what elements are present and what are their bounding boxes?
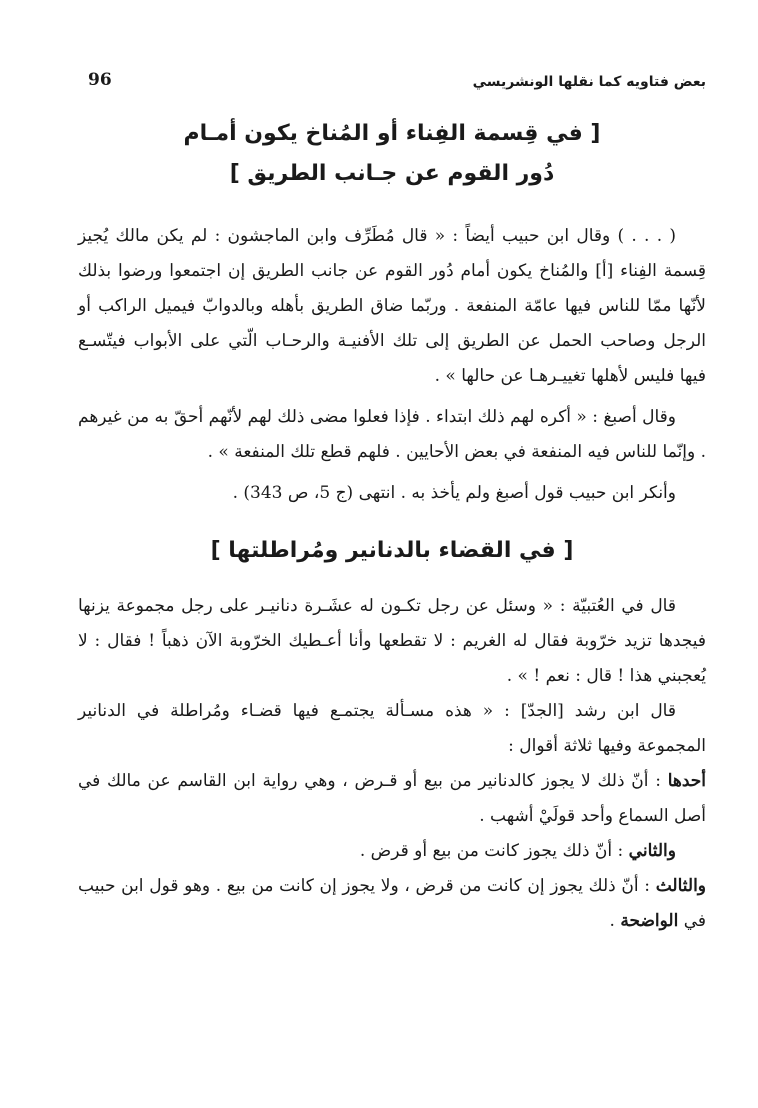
paragraph: [78, 834, 706, 869]
running-title: بعض فتاويه كما نقلها الونشريسي: [472, 74, 706, 90]
section-heading-line-1: [ في قِسمة الفِناء أو المُناخ يكون أمـام: [183, 121, 601, 146]
paragraph: [78, 869, 706, 939]
page-number: 96: [88, 70, 112, 90]
section-dananir-body: [78, 589, 706, 939]
section-fina-body: [78, 219, 706, 511]
paragraph: ( . . . ) وقال ابن حبيب أيضاً : « قال مُطَرِّف وابن الماجشون : لم يكن مالك يُجيز قِسمة الفِناء [أ] والمُناخ يكون أمام دُور القوم عن جانب الطريق إن اجتمعوا ورضوا بذلك لأنّها ممّا للناس فيها عامّة المنفعة . وربّما ضاق الطريق بأهله وبالدوابّ فيميل الراكب أو الرجل وصاحب الحمل عن الطريق إلى تلك الأفنيـة والرحـاب الّتي على الأبواب فيتّسـع فيها فليس لأهلها تغييـرهـا عن حالها » .: [78, 226, 706, 386]
section-heading-line-2: دُور القوم عن جـانب الطريق ]: [229, 161, 555, 186]
paragraph-text: : أنّ ذلك يجوز كانت من بيع أو قرض .: [359, 841, 629, 861]
book-title: الواضحة: [620, 911, 679, 931]
paragraph-lead: والثالث: [655, 876, 706, 896]
running-header: [78, 68, 706, 94]
paragraph-lead: والثاني: [628, 841, 676, 861]
paragraph: قال في العُتبيّة : « وسئل عن رجل تكـون له عشَـرة دنانيـر على رجل مجموعة يزنها فيجدها تزيد خرّوبة فقال له الغريم : لا تقطعها وأنا أعـطيك الخرّوبة الآن ذهباً ! فقال : لا يُعجبني هذا ! قال : نعم ! » .: [78, 596, 706, 686]
paragraph-text: .: [609, 911, 621, 931]
paragraph: [78, 764, 706, 834]
section-heading-fina: [78, 114, 706, 194]
paragraph-lead: أحدها: [667, 771, 706, 791]
section-heading-dananir: [ في القضاء بالدنانير ومُراطلتها ]: [210, 538, 574, 563]
paragraph: وقال أصبغ : « أكره لهم ذلك ابتداء . فإذا فعلوا مضى ذلك لهم لأنّهم أحقّ به من غيرهم . وإنّما للناس فيه المنفعة في بعض الأحايين . فلهم قطع تلك المنفعة » .: [78, 407, 706, 462]
paragraph: وأنكر ابن حبيب قول أصبغ ولم يأخذ به . انتهى (ج 5، ص 343) .: [232, 483, 676, 503]
paragraph-text: : أنّ ذلك يجوز إن كانت من قرض ، ولا يجوز إن كانت من بيع . وهو قول ابن حبيب في: [78, 876, 706, 931]
paragraph: قال ابن رشد [الجدّ] : « هذه مسـألة يجتمـع فيها قضـاء ومُراطلة في الدنانير المجموعة وفيها ثلاثة أقوال :: [78, 701, 706, 756]
paragraph-text: : أنّ ذلك لا يجوز كالدنانير من بيع أو قـرض ، وهي رواية ابن القاسم عن مالك في أصل السماع وأحد قولَيْ أشهب .: [78, 771, 706, 826]
book-page: [78, 68, 706, 1088]
